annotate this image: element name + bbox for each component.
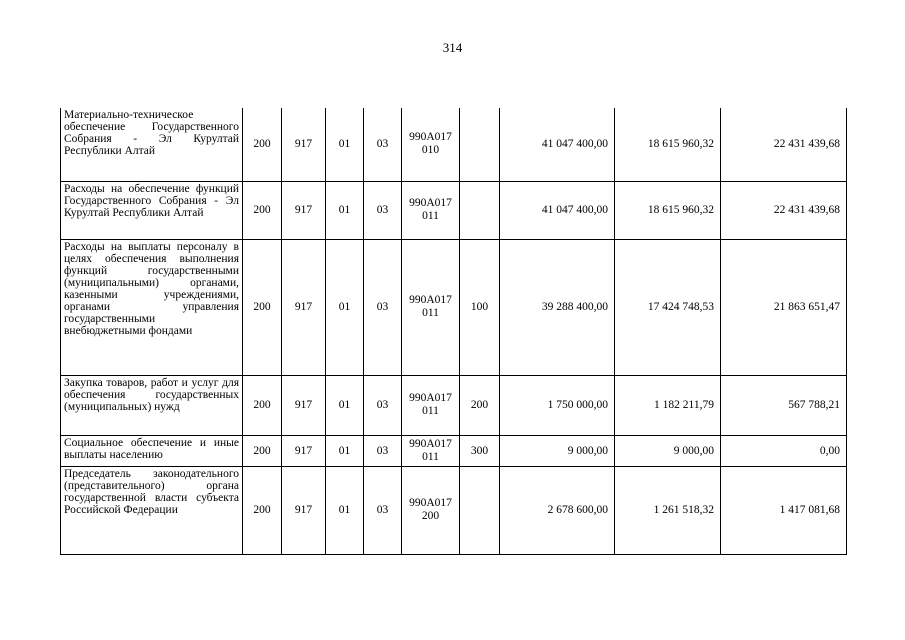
ved-code: 917 <box>282 435 326 466</box>
executed-amount: 9 000,00 <box>615 435 721 466</box>
planned-amount: 9 000,00 <box>500 435 615 466</box>
ved-code: 917 <box>282 181 326 239</box>
executed-amount: 18 615 960,32 <box>615 108 721 181</box>
ved-code: 917 <box>282 466 326 554</box>
subsection-code: 03 <box>364 181 402 239</box>
remaining-amount: 1 417 081,68 <box>721 466 847 554</box>
glav-code: 200 <box>243 239 282 375</box>
target-article-code: 990А017 011 <box>402 435 460 466</box>
expense-type-code: 200 <box>460 375 500 435</box>
glav-code: 200 <box>243 375 282 435</box>
executed-amount: 1 261 518,32 <box>615 466 721 554</box>
budget-table <box>60 108 847 555</box>
glav-code: 200 <box>243 108 282 181</box>
table-row <box>61 375 847 435</box>
table-row <box>61 466 847 554</box>
remaining-amount: 22 431 439,68 <box>721 108 847 181</box>
planned-amount: 2 678 600,00 <box>500 466 615 554</box>
expense-type-code <box>460 466 500 554</box>
planned-amount: 39 288 400,00 <box>500 239 615 375</box>
glav-code: 200 <box>243 181 282 239</box>
table-row <box>61 108 847 181</box>
subsection-code: 03 <box>364 108 402 181</box>
table-row <box>61 239 847 375</box>
table-row <box>61 435 847 466</box>
section-code: 01 <box>326 375 364 435</box>
expense-type-code <box>460 108 500 181</box>
remaining-amount: 0,00 <box>721 435 847 466</box>
ved-code: 917 <box>282 239 326 375</box>
executed-amount: 18 615 960,32 <box>615 181 721 239</box>
row-name: Социальное обеспечение и иные выплаты населению <box>61 435 243 466</box>
row-name: Материально-техническое обеспечение Государственного Собрания - Эл Курултай Республики Алтай <box>61 108 243 181</box>
target-article-code: 990А017 200 <box>402 466 460 554</box>
ved-code: 917 <box>282 108 326 181</box>
glav-code: 200 <box>243 466 282 554</box>
target-article-code: 990А017 011 <box>402 239 460 375</box>
section-code: 01 <box>326 466 364 554</box>
planned-amount: 41 047 400,00 <box>500 108 615 181</box>
subsection-code: 03 <box>364 466 402 554</box>
page-number: 314 <box>442 40 463 55</box>
planned-amount: 41 047 400,00 <box>500 181 615 239</box>
target-article-code: 990А017 010 <box>402 108 460 181</box>
section-code: 01 <box>326 435 364 466</box>
row-name: Расходы на обеспечение функций Государственного Собрания - Эл Курултай Республики Алтай <box>61 181 243 239</box>
subsection-code: 03 <box>364 375 402 435</box>
remaining-amount: 567 788,21 <box>721 375 847 435</box>
row-name: Расходы на выплаты персоналу в целях обеспечения выполнения функций государственными (муниципальными) органами, казенными учреждениями, органами управления государственными внебюджетными фондами <box>61 239 243 375</box>
row-name: Закупка товаров, работ и услуг для обеспечения государственных (муниципальных) нужд <box>61 375 243 435</box>
remaining-amount: 21 863 651,47 <box>721 239 847 375</box>
table-row <box>61 181 847 239</box>
section-code: 01 <box>326 181 364 239</box>
ved-code: 917 <box>282 375 326 435</box>
expense-type-code <box>460 181 500 239</box>
subsection-code: 03 <box>364 435 402 466</box>
section-code: 01 <box>326 239 364 375</box>
target-article-code: 990А017 011 <box>402 375 460 435</box>
subsection-code: 03 <box>364 239 402 375</box>
expense-type-code: 300 <box>460 435 500 466</box>
executed-amount: 1 182 211,79 <box>615 375 721 435</box>
expense-type-code: 100 <box>460 239 500 375</box>
executed-amount: 17 424 748,53 <box>615 239 721 375</box>
target-article-code: 990А017 011 <box>402 181 460 239</box>
remaining-amount: 22 431 439,68 <box>721 181 847 239</box>
section-code: 01 <box>326 108 364 181</box>
glav-code: 200 <box>243 435 282 466</box>
planned-amount: 1 750 000,00 <box>500 375 615 435</box>
row-name: Председатель законодательного (представительного) органа государственной власти субъекта Российской Федерации <box>61 466 243 554</box>
